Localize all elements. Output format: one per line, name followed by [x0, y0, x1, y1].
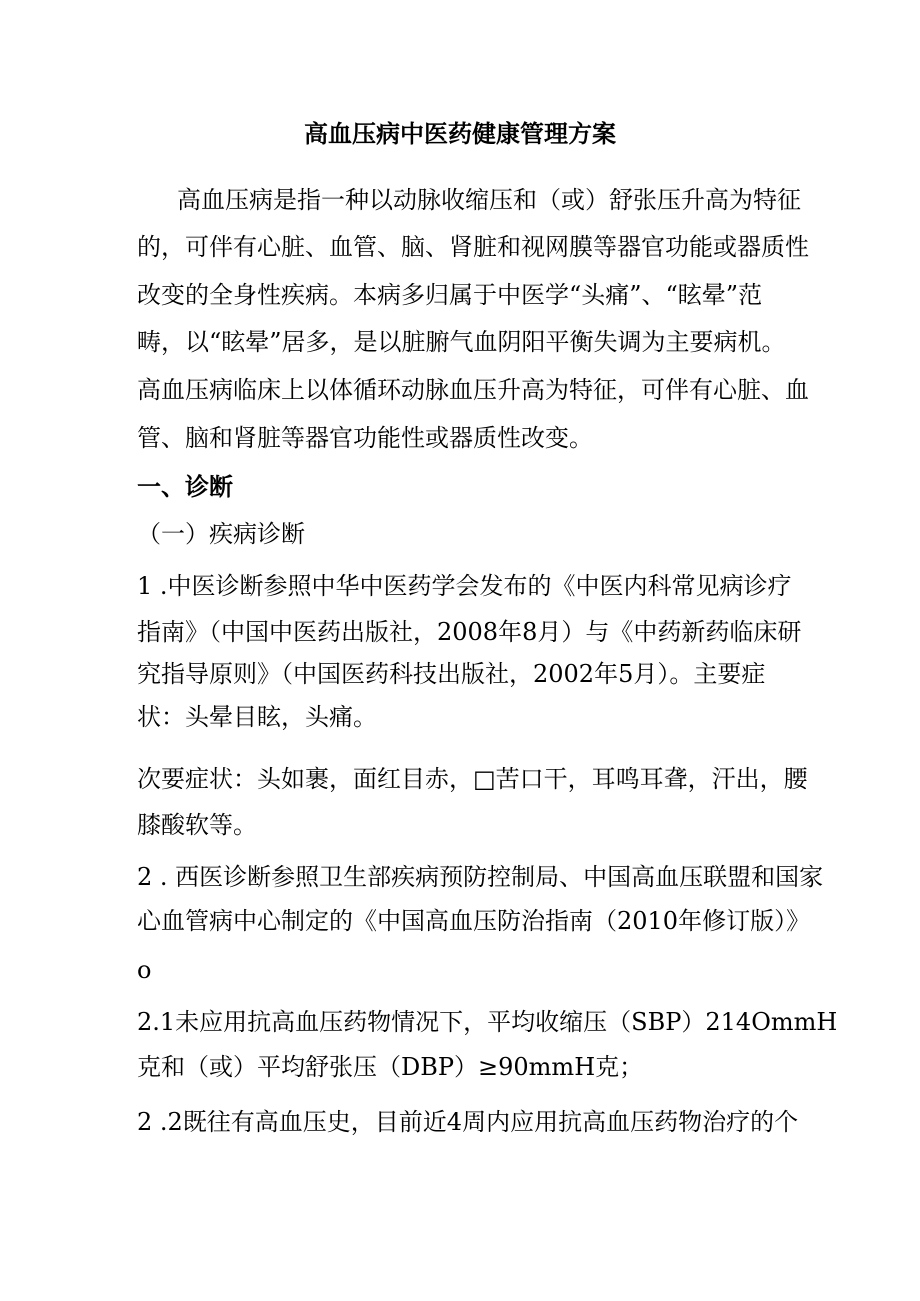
document-title: 高血压病中医药健康管理方案	[304, 120, 616, 148]
paragraph-line: 2.1未应用抗高血压药物情况下，平均收缩压（SBP）214OmmH	[137, 1008, 838, 1036]
paragraph-line: 究指导原则》（中国医药科技出版社，2002年5月）。主要症	[137, 660, 766, 688]
paragraph-line: 畴，以“眩晕”居多，是以脏腑气血阴阳平衡失调为主要病机。	[137, 328, 786, 356]
paragraph-line: 克和（或）平均舒张压（DBP）≥90mmH克；	[137, 1053, 644, 1081]
paragraph-line: 高血压病是指一种以动脉收缩压和（或）舒张压升高为特征	[177, 186, 801, 214]
paragraph-line: 状：头晕目眩，头痛。	[137, 703, 377, 731]
paragraph-line: 指南》（中国中医药出版社，2008年8月）与《中药新药临床研	[137, 618, 802, 646]
paragraph-line: 次要症状：头如裹，面红目赤，□苦口干，耳鸣耳聋，汗出，腰	[137, 765, 808, 793]
paragraph-line: 高血压病临床上以体循环动脉血压升高为特征，可伴有心脏、血	[137, 376, 809, 404]
paragraph-line: 的，可伴有心脏、血管、脑、肾脏和视网膜等器官功能或器质性	[137, 233, 809, 261]
paragraph-line: 改变的全身性疾病。本病多归属于中医学“头痛”、“眩晕”范	[137, 281, 763, 309]
paragraph-line: 管、脑和肾脏等器官功能性或器质性改变。	[137, 424, 593, 452]
paragraph-line: 1 .中医诊断参照中华中医药学会发布的《中医内科常见病诊疗	[137, 572, 792, 600]
paragraph-line: 2 . 西医诊断参照卫生部疾病预防控制局、中国高血压联盟和国家	[137, 863, 824, 891]
paragraph-line: 心血管病中心制定的《中国高血压防治指南（2010年修订版）》	[137, 907, 811, 935]
section-heading: 一、诊断	[137, 473, 233, 501]
paragraph-line: o	[137, 956, 152, 984]
paragraph-line: 膝酸软等。	[137, 811, 257, 839]
paragraph-line: 2 .2既往有高血压史，目前近4周内应用抗高血压药物治疗的个	[137, 1108, 799, 1136]
subsection-heading: （一）疾病诊断	[137, 520, 305, 548]
